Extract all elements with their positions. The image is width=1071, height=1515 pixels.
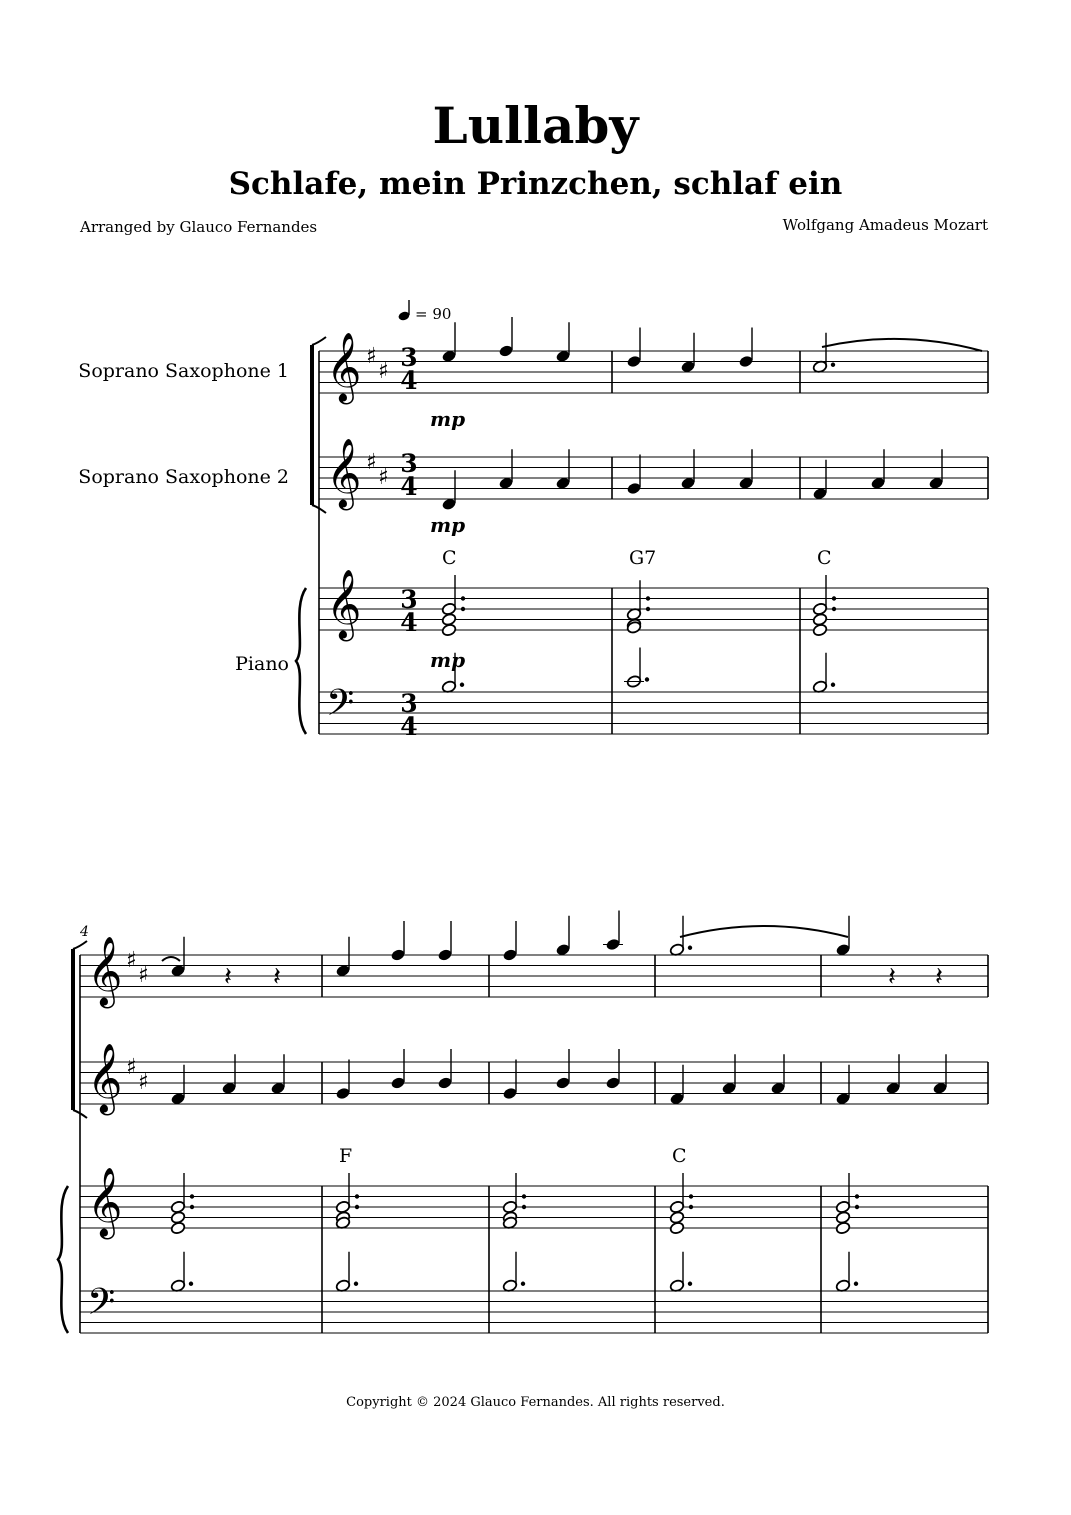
arranger-credit: Arranged by Glauco Fernandes bbox=[80, 218, 318, 236]
treble-clef: 𝄞 bbox=[326, 569, 362, 639]
note-dot bbox=[855, 1205, 859, 1209]
measure-number: 4 bbox=[80, 924, 89, 940]
svg-text:3: 3 bbox=[400, 585, 418, 614]
note-dot bbox=[190, 1194, 194, 1198]
key-sharp: ♯ bbox=[138, 1070, 149, 1095]
note-dot bbox=[688, 1282, 692, 1286]
instrument-label-piano: Piano bbox=[235, 653, 289, 675]
note-dot bbox=[854, 1282, 858, 1286]
treble-clef: 𝄞 bbox=[326, 332, 362, 402]
bass-clef: 𝄢 bbox=[326, 682, 355, 733]
quarter-rest: 𝄽 bbox=[888, 962, 896, 992]
note-dot bbox=[646, 596, 650, 600]
note-dot bbox=[832, 607, 836, 611]
note-dot bbox=[832, 596, 836, 600]
chord-symbol: G7 bbox=[629, 547, 657, 569]
group-bracket bbox=[73, 941, 87, 949]
slur bbox=[822, 339, 982, 351]
score-subtitle: Schlafe, mein Prinzchen, schlaf ein bbox=[228, 166, 843, 202]
group-bracket bbox=[312, 337, 326, 345]
note-dot bbox=[522, 1205, 526, 1209]
note-dot bbox=[855, 1194, 859, 1198]
note-dot bbox=[461, 596, 465, 600]
chord-note-head bbox=[812, 623, 828, 637]
svg-text:3: 3 bbox=[400, 343, 418, 372]
treble-clef: 𝄞 bbox=[87, 936, 123, 1006]
note-dot bbox=[689, 1205, 693, 1209]
note-dot bbox=[831, 363, 835, 367]
treble-clef: 𝄞 bbox=[87, 1167, 123, 1237]
key-sharp: ♯ bbox=[366, 450, 377, 475]
note-dot bbox=[521, 1282, 525, 1286]
svg-text:4: 4 bbox=[400, 472, 418, 501]
key-sharp: ♯ bbox=[138, 963, 149, 988]
tempo-marking bbox=[397, 300, 451, 323]
chord-note-head bbox=[441, 623, 457, 637]
svg-text:4: 4 bbox=[400, 712, 418, 741]
note-dot bbox=[522, 1194, 526, 1198]
note-dot bbox=[190, 1205, 194, 1209]
dynamic-marking: mp bbox=[430, 513, 466, 537]
note-dot bbox=[645, 677, 649, 681]
note-dot bbox=[355, 1205, 359, 1209]
note-dot bbox=[831, 683, 835, 687]
key-sharp: ♯ bbox=[126, 1055, 137, 1080]
note-dot bbox=[354, 1282, 358, 1286]
chord-note-head bbox=[669, 1221, 685, 1235]
dynamic-marking: mp bbox=[430, 407, 466, 431]
svg-text:3: 3 bbox=[400, 689, 418, 718]
time-signatures bbox=[400, 343, 417, 741]
quarter-rest: 𝄽 bbox=[935, 962, 943, 992]
composer-credit: Wolfgang Amadeus Mozart bbox=[782, 216, 988, 234]
key-sharp: ♯ bbox=[378, 465, 389, 490]
copyright-notice: Copyright © 2024 Glauco Fernandes. All rights reserved. bbox=[346, 1395, 725, 1410]
instrument-label-sax1: Soprano Saxophone 1 bbox=[78, 360, 289, 382]
key-sharp: ♯ bbox=[366, 344, 377, 369]
piano-brace bbox=[296, 588, 306, 734]
quarter-rest: 𝄽 bbox=[224, 962, 232, 992]
score-title: Lullaby bbox=[432, 96, 639, 155]
note-dot bbox=[688, 946, 692, 950]
svg-text:4: 4 bbox=[400, 366, 418, 395]
chord-symbol: C bbox=[817, 547, 832, 569]
note-dot bbox=[646, 607, 650, 611]
note-dot bbox=[461, 607, 465, 611]
dynamic-marking: mp bbox=[430, 648, 466, 672]
tempo-value: = 90 bbox=[415, 305, 452, 323]
chord-symbol: C bbox=[442, 547, 457, 569]
note-dot bbox=[355, 1194, 359, 1198]
svg-text:3: 3 bbox=[400, 449, 418, 478]
chord-symbol: C bbox=[672, 1145, 687, 1167]
chord-note-head bbox=[170, 1221, 186, 1235]
bass-clef: 𝄢 bbox=[87, 1281, 116, 1332]
chord-symbol: F bbox=[339, 1145, 353, 1167]
treble-clef: 𝄞 bbox=[326, 438, 362, 508]
slur bbox=[680, 926, 848, 937]
instrument-label-sax2: Soprano Saxophone 2 bbox=[78, 466, 289, 488]
note-dot bbox=[460, 683, 464, 687]
quarter-rest: 𝄽 bbox=[273, 962, 281, 992]
note-dot bbox=[689, 1194, 693, 1198]
svg-text:4: 4 bbox=[400, 608, 418, 637]
key-sharp: ♯ bbox=[126, 948, 137, 973]
chord-note-head bbox=[835, 1221, 851, 1235]
piano-brace bbox=[58, 1186, 68, 1333]
note-dot bbox=[189, 1282, 193, 1286]
treble-clef: 𝄞 bbox=[87, 1043, 123, 1113]
key-sharp: ♯ bbox=[378, 359, 389, 384]
slur bbox=[162, 957, 180, 961]
